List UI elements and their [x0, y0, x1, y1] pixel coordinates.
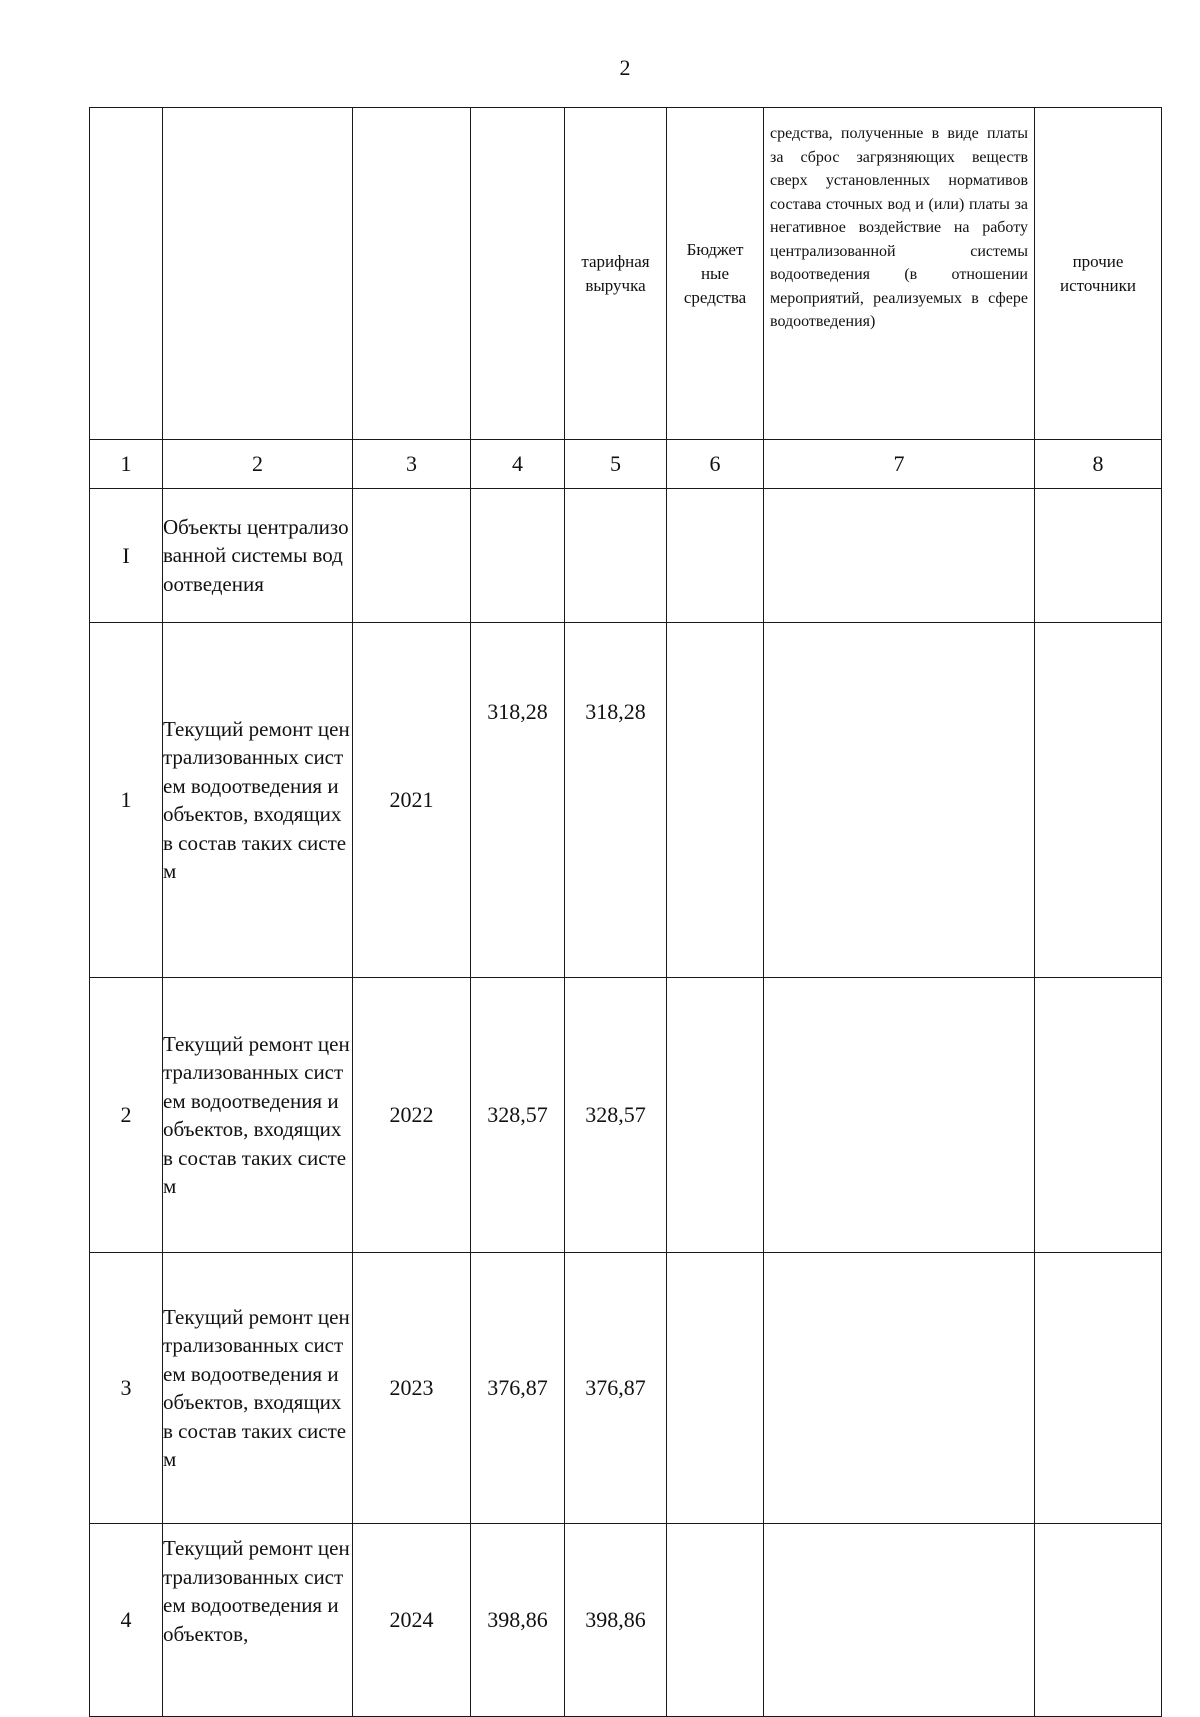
empty-cell: [667, 623, 764, 978]
empty-cell: [764, 489, 1035, 623]
row-year: 2022: [353, 978, 471, 1253]
row-total: 328,57: [471, 978, 565, 1253]
row-number: 2: [90, 978, 163, 1253]
header-tariff-revenue: тарифная выручка: [565, 108, 667, 440]
column-number-row: [90, 440, 1162, 489]
row-name: Текущий ремонт централизованных систем водоотведения и объектов, входящих в состав таких систем: [163, 1253, 353, 1524]
empty-cell: [764, 1524, 1035, 1717]
row-name: Текущий ремонт централизованных систем водоотведения и объектов, входящих в состав таких систем: [163, 978, 353, 1253]
row-tariff: 328,57: [565, 978, 667, 1253]
table-row: [90, 978, 1162, 1253]
row-year: 2024: [353, 1524, 471, 1717]
empty-cell: [353, 489, 471, 623]
empty-cell: [565, 489, 667, 623]
empty-cell: [1035, 978, 1162, 1253]
row-tariff: 398,86: [565, 1524, 667, 1717]
row-name: Текущий ремонт централизованных систем водоотведения и объектов,: [163, 1524, 353, 1717]
header-pollution-fees: средства, полученные в виде платы за сброс загрязняющих веществ сверх установленных нормативов состава сточных вод и (или) платы за негативное воздействие на работу централизованной системы водоотведения (в отношении мероприятий, реализуемых в сфере водоотведения): [764, 108, 1035, 440]
header-cell-2: [163, 108, 353, 440]
row-tariff: 376,87: [565, 1253, 667, 1524]
section-row: [90, 489, 1162, 623]
funding-table: [89, 107, 1162, 1717]
empty-cell: [764, 978, 1035, 1253]
column-number: 4: [471, 440, 565, 489]
table-row: [90, 1524, 1162, 1717]
table-row: [90, 623, 1162, 978]
column-number: 2: [163, 440, 353, 489]
row-number: 4: [90, 1524, 163, 1717]
table-row: [90, 1253, 1162, 1524]
row-total: 376,87: [471, 1253, 565, 1524]
row-number: 3: [90, 1253, 163, 1524]
empty-cell: [471, 489, 565, 623]
empty-cell: [667, 489, 764, 623]
empty-cell: [764, 623, 1035, 978]
column-number: 6: [667, 440, 764, 489]
column-number: 7: [764, 440, 1035, 489]
column-number: 8: [1035, 440, 1162, 489]
row-year: 2021: [353, 623, 471, 978]
empty-cell: [667, 1253, 764, 1524]
empty-cell: [1035, 1524, 1162, 1717]
column-number: 3: [353, 440, 471, 489]
column-number: 1: [90, 440, 163, 489]
header-cell-1: [90, 108, 163, 440]
section-name: Объекты централизованной системы водоотведения: [163, 489, 353, 623]
header-cell-3: [353, 108, 471, 440]
page-number: 2: [619, 55, 631, 80]
row-tariff: 318,28: [565, 623, 667, 978]
empty-cell: [667, 1524, 764, 1717]
row-name: Текущий ремонт централизованных систем водоотведения и объектов, входящих в состав таких систем: [163, 623, 353, 978]
header-cell-4: [471, 108, 565, 440]
empty-cell: [667, 978, 764, 1253]
column-number: 5: [565, 440, 667, 489]
header-budget-funds: Бюджет ные средства: [667, 108, 764, 440]
empty-cell: [764, 1253, 1035, 1524]
row-total: 318,28: [471, 623, 565, 978]
section-number: I: [90, 489, 163, 623]
row-year: 2023: [353, 1253, 471, 1524]
header-other-sources: прочие источники: [1035, 108, 1162, 440]
empty-cell: [1035, 1253, 1162, 1524]
header-row: [90, 108, 1162, 440]
row-total: 398,86: [471, 1524, 565, 1717]
empty-cell: [1035, 489, 1162, 623]
row-number: 1: [90, 623, 163, 978]
empty-cell: [1035, 623, 1162, 978]
